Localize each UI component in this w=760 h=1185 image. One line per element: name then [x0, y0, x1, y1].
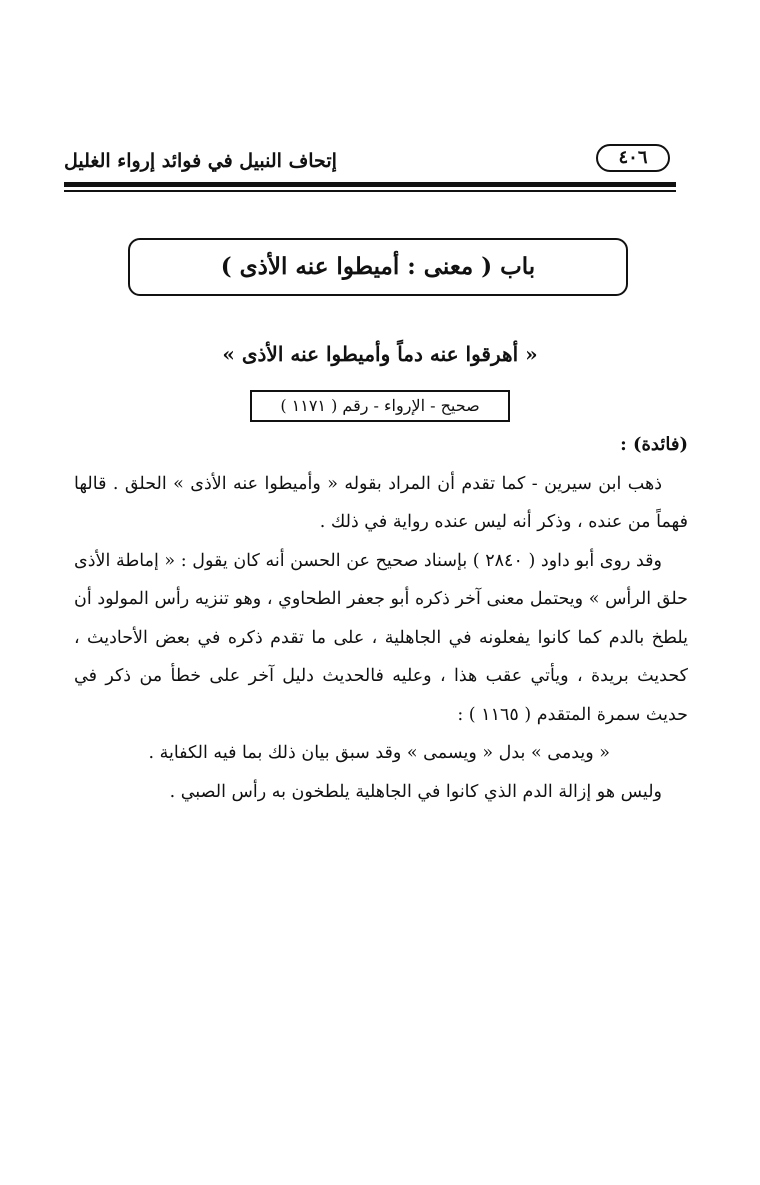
quote-line: « ويدمى » بدل « ويسمى » وقد سبق بيان ذلك بما فيه الكفاية .: [148, 743, 610, 763]
closing-line: وليس هو إزالة الدم الذي كانوا في الجاهلية يلطخون به رأس الصبي .: [169, 781, 662, 802]
hadith-grading: صحيح - الإرواء - رقم ( ١١٧١ ): [250, 390, 510, 422]
chapter-title: باب ( معنى : أميطوا عنه الأذى ): [128, 238, 628, 296]
body-text: [74, 426, 688, 811]
header-rule-thin: [64, 190, 676, 192]
page-number: ٤٠٦: [596, 144, 670, 172]
benefit-label: (فائدة) :: [620, 434, 688, 455]
paragraph-2: وقد روى أبو داود ( ٢٨٤٠ ) بإسناد صحيح عن الحسن أنه كان يقول : « إماطة الأذى حلق الرأس » ويحتمل معنى آخر ذكره أبو جعفر الطحاوي ، وهو تنزيه رأس المولود أن يلطخ بالدم كما كانوا يفعلونه في الجاهلية ، على ما تقدم ذكره في بعض الأحاديث ، كحديث بريدة ، ويأتي عقب هذا ، وعليه فالحديث دليل آخر على خطأ من ذكر في حديث سمرة المتقدم ( ١١٦٥ ) :: [74, 550, 688, 725]
paragraph-1: ذهب ابن سيرين - كما تقدم أن المراد بقوله « وأميطوا عنه الأذى » الحلق . قالها فهماً من عنده ، وذكر أنه ليس عنده رواية في ذلك .: [74, 473, 688, 532]
running-header-title: إتحاف النبيل في فوائد إرواء الغليل: [64, 150, 337, 172]
header-rule-thick: [64, 182, 676, 187]
hadith-text: « أهرقوا عنه دماً وأميطوا عنه الأذى »: [222, 342, 538, 366]
